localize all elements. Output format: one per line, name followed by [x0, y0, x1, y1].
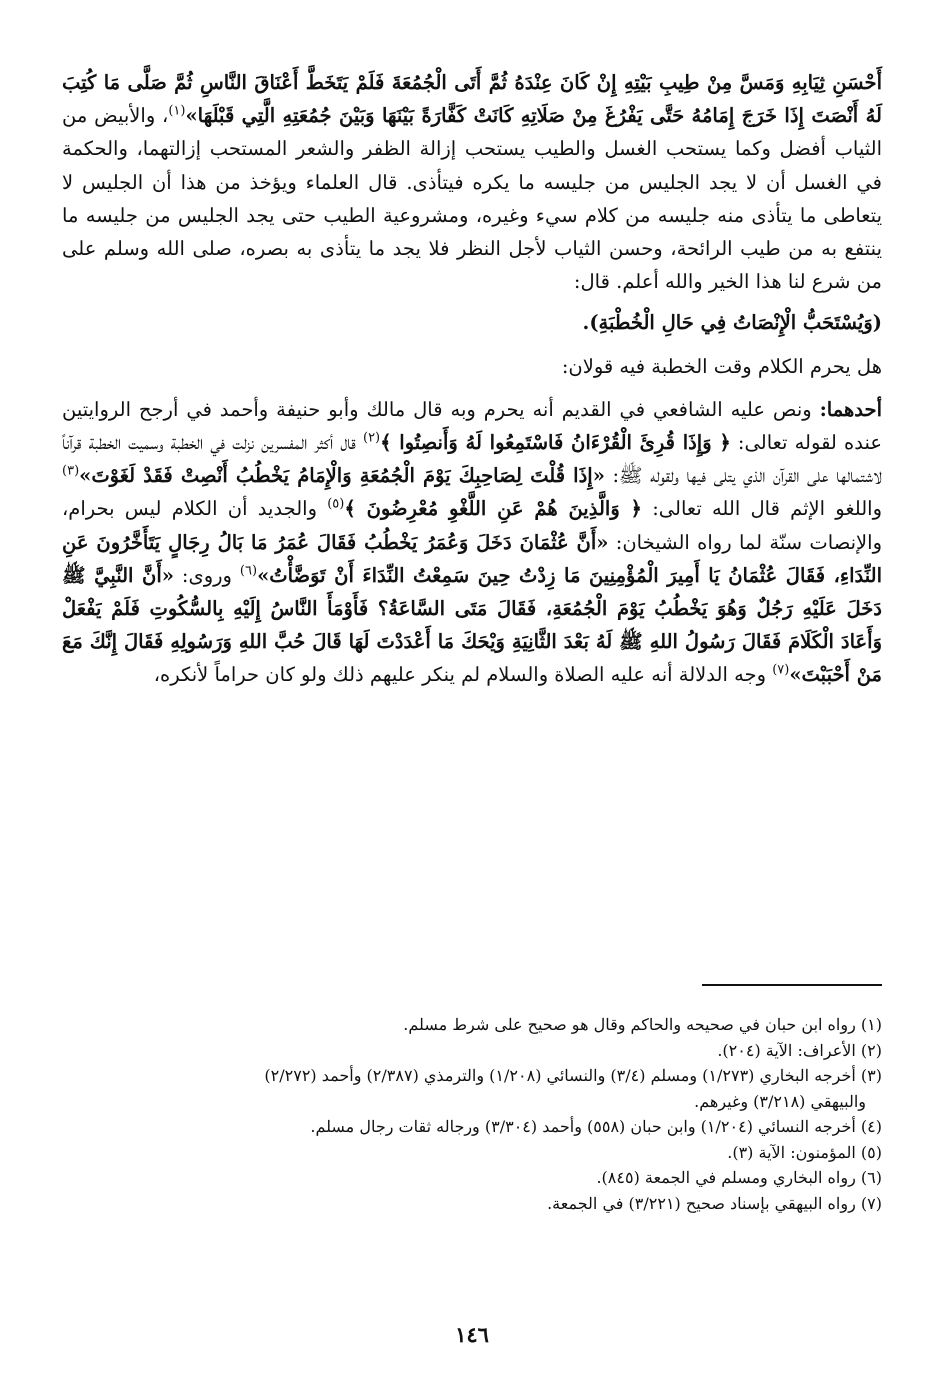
footnote-ref-7: (٧) — [772, 662, 790, 678]
hadith-2: «أَنَّ عُثْمَانَ دَخَلَ وَعُمَرُ يَخْطُبُ فَقَالَ عُمَرُ مَا بَالُ رِجَالٍ يَتَأَخَّرُونَ عَنِ النِّدَاءِ، فَقَالَ عُثْمَانُ يَا أَمِيرَ الْمُؤْمِنِينَ مَا زِدْتُ حِينَ سَمِعْتُ النِّدَاءَ أَنْ تَوَضَّأْتُ» — [62, 530, 882, 587]
footnote-ref-6: (٦) — [239, 563, 258, 579]
paragraph-2-part-f: وجه الدلالة أنه عليه الصلاة والسلام لم ينكر عليهم ذلك ولو كان حراماً لأنكره، — [153, 663, 773, 687]
paragraph-1 — [62, 66, 882, 298]
footnote-6: (٦) رواه البخاري ومسلم في الجمعة (٨٤٥). — [596, 1168, 882, 1187]
matn-line — [62, 306, 882, 339]
hadith-3: «أَنَّ النَّبِيَّ ﷺ دَخَلَ عَلَيْهِ رَجُلٌ وَهُوَ يَخْطُبُ يَوْمَ الْجُمُعَةِ، فَقَالَ مَتَى السَّاعَةُ؟ فَأَوْمَأَ النَّاسُ إِلَيْهِ بِالسُّكُوتِ فَلَمْ يَفْعَلْ وَأَعَادَ الْكَلَامَ فَقَالَ رَسُولُ اللهِ ﷺ لَهُ بَعْدَ الثَّانِيَةِ وَيْحَكَ مَا أَعْدَدْتَ لَهَا قَالَ حُبَّ اللهِ وَرَسُولِهِ فَقَالَ إِنَّكَ مَعَ مَنْ أَحْبَبْتَ» — [62, 563, 882, 687]
footnote-5: (٥) المؤمنون: الآية (٣). — [727, 1142, 882, 1162]
hadith-1: «إِذَا قُلْتَ لِصَاحِبِكَ يَوْمَ الْجُمُعَةِ وَالْإِمَامُ يَخْطُبُ أَنْصِتْ فَقَدْ لَغَوْتَ» — [79, 464, 605, 488]
footnote-4: (٤) أخرجه النسائي (١/٢٠٤) وابن حبان (٥٥٨) وأحمد (٣/٣٠٤) ورجاله ثقات رجال مسلم. — [310, 1117, 882, 1136]
paragraph-2-part-c: واللغو الإثم قال الله تعالى: — [641, 497, 883, 521]
footnote-divider — [702, 984, 882, 986]
paragraph-2-part-a: ونص عليه الشافعي في القديم أنه يحرم وبه قال مالك وأبو حنيفة وأحمد في أرجح الروايتين عنده لقوله تعالى: — [62, 397, 882, 455]
footnote-2: (٢) الأعراف: الآية (٢٠٤). — [717, 1040, 882, 1060]
footnote-ref-5: (٥) — [327, 496, 345, 512]
paragraph-2-part-d: والجديد أن الكلام ليس بحرام، والإنصات سنّة لما رواه الشيخان: — [62, 497, 883, 554]
question-line — [62, 350, 882, 383]
footnote-ref-1: (١) — [168, 103, 186, 119]
footnote-3: (٣) أخرجه البخاري (١/٢٧٣) ومسلم (٣/٤) والنسائي (١/٢٠٨) والترمذي (٢/٣٨٧) وأحمد (٢/٢٧٢) — [264, 1066, 882, 1085]
footnote-ref-2: (٢) — [362, 430, 381, 446]
quran-verse-2: ﴿ وَالَّذِينَ هُمْ عَنِ اللَّغْوِ مُعْرِضُونَ ﴾ — [344, 497, 642, 521]
main-text — [62, 66, 882, 692]
quran-verse-1: ﴿ وَإِذَا قُرِئَ الْقُرْءَانُ فَاسْتَمِعُوا لَهُ وَأَنصِتُوا ﴾ — [380, 431, 731, 455]
paragraph-1-text: ، والأبيض من الثياب أفضل وكما يستحب الغسل والطيب يستحب إزالة الظفر والشعر المستحب إزالتهما، والحكمة في الغسل أن لا يجد الجليس من جليسه ما يكره فيتأذى. قال العلماء ويؤخذ من هذا أن الجليس لا يتعاطى ما يتأذى منه جليسه من كلام سيء وغيره، ومشروعية الطيب حتى يجد الجليس من جليسه ما ينتفع به من طيب الرائحة، وحسن الثياب لأجل النظر فلا يجد ما يتأذى به بصره، صلى الله وسلم على من شرع لنا هذا الخير والله أعلم. قال: — [62, 104, 883, 294]
paragraph-2-part-b: قال أكثر المفسرين نزلت في الخطبة وسميت الخطبة قرآناً لاشتمالها على القرآن الذي يتلى فيها ولقوله ﷺ: — [62, 431, 883, 488]
footnote-ref-3: (٣) — [62, 463, 80, 479]
footnote-3-continued: والبيهقي (٣/٢١٨) وغيرهم. — [694, 1091, 866, 1111]
footnote-7: (٧) رواه البيهقي بإسناد صحيح (٣/٢٢١) في الجمعة. — [547, 1193, 882, 1213]
page-number: ١٤٦ — [455, 1322, 489, 1347]
matn-text: (وَيُسْتَحَبُّ الْإِنْصَاتُ فِي حَالِ الْخُطْبَةِ). — [582, 311, 882, 335]
paragraph-2-part-e: وروى: — [173, 563, 240, 587]
paragraph-2 — [62, 393, 882, 692]
footnotes — [62, 1012, 882, 1216]
question-text: هل يحرم الكلام وقت الخطبة فيه قولان: — [561, 354, 882, 378]
book-page — [62, 66, 882, 1346]
hadith-text: أَحْسَنِ ثِيَابِهِ وَمَسَّ مِنْ طِيبِ بَيْتِهِ إِنْ كَانَ عِنْدَهُ ثُمَّ أَتَى الْجُمُعَةَ فَلَمْ يَتَخَطَّ أَعْنَاقَ النَّاسِ ثُمَّ صَلَّى مَا كُتِبَ لَهُ أَنْصَتَ إِذَا خَرَجَ إِمَامُهُ حَتَّى يَفْرُغَ مِنْ صَلَاتِهِ كَانَتْ كَفَّارَةً بَيْنَهَا وَبَيْنَ جُمُعَتِهِ الَّتِي قَبْلَهَا» — [62, 71, 882, 128]
lead-word: أحدهما: — [819, 397, 882, 421]
footnote-1: (١) رواه ابن حبان في صحيحه والحاكم وقال هو صحيح على شرط مسلم. — [403, 1015, 882, 1034]
